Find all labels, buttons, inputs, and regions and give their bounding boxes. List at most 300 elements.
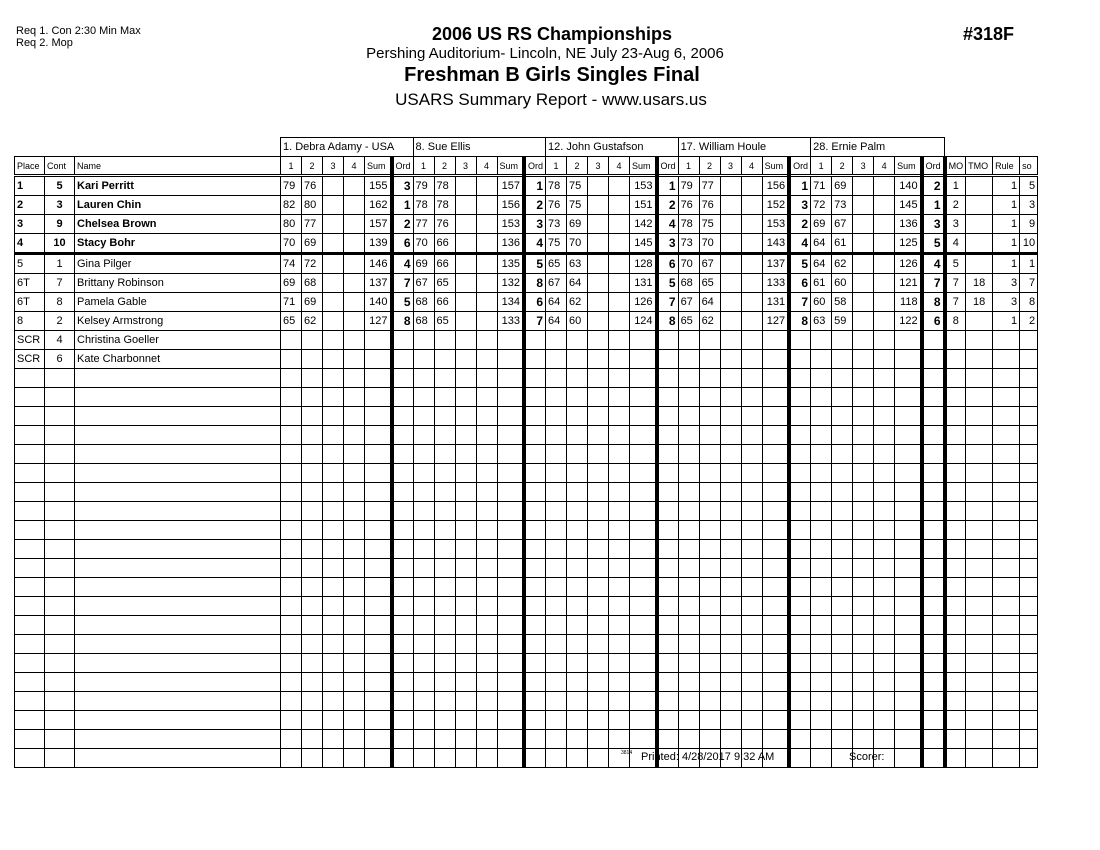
col-header-judge-1: 1: [281, 157, 302, 176]
empty-cell: [966, 616, 993, 635]
empty-cell: [678, 730, 699, 749]
empty-cell: [365, 407, 392, 426]
requirement-2: Req 2. Mop: [16, 37, 73, 49]
empty-cell: [45, 464, 75, 483]
table-row: [15, 176, 1038, 196]
empty-cell: [281, 540, 302, 559]
judge-score-cell: [476, 331, 497, 350]
empty-cell: [15, 578, 45, 597]
empty-cell: [546, 559, 567, 578]
empty-cell: [895, 502, 922, 521]
judge-score-cell: 65: [434, 274, 455, 293]
empty-cell: [281, 445, 302, 464]
empty-cell: [895, 692, 922, 711]
empty-cell: [281, 426, 302, 445]
empty-cell: [832, 445, 853, 464]
empty-cell: [811, 464, 832, 483]
empty-cell: [497, 635, 524, 654]
empty-cell: [811, 578, 832, 597]
empty-cell: [413, 521, 434, 540]
empty-cell: [678, 616, 699, 635]
judge-score-cell: [874, 176, 895, 196]
empty-cell: [413, 483, 434, 502]
judge-sum-cell: 157: [497, 176, 524, 196]
empty-cell: [497, 426, 524, 445]
empty-cell: [567, 559, 588, 578]
empty-cell: [546, 673, 567, 692]
empty-cell: [546, 711, 567, 730]
empty-cell: [657, 464, 679, 483]
judge-score-cell: [302, 331, 323, 350]
empty-row: [15, 711, 1038, 730]
empty-cell: [524, 654, 546, 673]
judge-sum-cell: 128: [630, 254, 657, 274]
empty-cell: [789, 445, 811, 464]
empty-cell: [455, 540, 476, 559]
rule-cell: 1: [993, 196, 1020, 215]
empty-cell: [630, 521, 657, 540]
empty-cell: [853, 692, 874, 711]
judge-score-cell: [567, 350, 588, 369]
empty-cell: [45, 616, 75, 635]
skater-name-cell: Kari Perritt: [75, 176, 281, 196]
empty-cell: [588, 407, 609, 426]
judge-score-cell: [344, 293, 365, 312]
judge-score-cell: [741, 196, 762, 215]
empty-cell: [762, 540, 789, 559]
judge-sum-cell: 127: [762, 312, 789, 331]
judge-score-cell: [455, 215, 476, 234]
empty-cell: [874, 464, 895, 483]
empty-cell: [413, 407, 434, 426]
judge-score-cell: [344, 350, 365, 369]
empty-cell: [567, 635, 588, 654]
judge-score-cell: [609, 274, 630, 293]
empty-cell: [945, 597, 966, 616]
empty-cell: [392, 483, 414, 502]
judge-score-cell: 64: [811, 254, 832, 274]
empty-row: [15, 369, 1038, 388]
judge-sum-cell: 133: [762, 274, 789, 293]
empty-row: [15, 388, 1038, 407]
empty-cell: [75, 464, 281, 483]
judge-score-cell: 65: [678, 312, 699, 331]
rule-cell: 1: [993, 234, 1020, 254]
empty-cell: [832, 616, 853, 635]
judge-score-cell: 62: [567, 293, 588, 312]
empty-cell: [853, 635, 874, 654]
judge-ordinal-cell: 1: [922, 196, 945, 215]
empty-cell: [323, 616, 344, 635]
empty-cell: [966, 445, 993, 464]
event-title: Freshman B Girls Singles Final: [404, 64, 700, 86]
empty-cell: [392, 464, 414, 483]
empty-cell: [75, 730, 281, 749]
empty-cell: [895, 521, 922, 540]
skater-name-cell: Lauren Chin: [75, 196, 281, 215]
empty-cell: [588, 578, 609, 597]
empty-cell: [75, 483, 281, 502]
empty-cell: [365, 369, 392, 388]
so-cell: 2: [1020, 312, 1038, 331]
judge-score-cell: 78: [413, 196, 434, 215]
empty-cell: [874, 711, 895, 730]
empty-cell: [588, 749, 609, 768]
empty-cell: [657, 673, 679, 692]
empty-cell: [323, 749, 344, 768]
judge-score-cell: [720, 312, 741, 331]
judge-score-cell: 78: [678, 215, 699, 234]
empty-cell: [413, 654, 434, 673]
empty-cell: [344, 521, 365, 540]
empty-cell: [434, 407, 455, 426]
judge-score-cell: [853, 312, 874, 331]
empty-cell: [657, 711, 679, 730]
empty-cell: [741, 464, 762, 483]
empty-cell: [922, 749, 945, 768]
empty-cell: [15, 483, 45, 502]
empty-cell: [832, 483, 853, 502]
empty-cell: [323, 559, 344, 578]
judge-score-cell: 68: [302, 274, 323, 293]
empty-cell: [720, 483, 741, 502]
empty-cell: [811, 426, 832, 445]
empty-cell: [497, 521, 524, 540]
tmo-cell: [966, 312, 993, 331]
judge-score-cell: 77: [699, 176, 720, 196]
judge-sum-cell: 126: [895, 254, 922, 274]
empty-cell: [365, 654, 392, 673]
judge-score-cell: 70: [699, 234, 720, 254]
tmo-cell: [966, 331, 993, 350]
mo-cell: 4: [945, 234, 966, 254]
judge-score-cell: 76: [302, 176, 323, 196]
empty-cell: [945, 502, 966, 521]
empty-cell: [588, 483, 609, 502]
empty-cell: [75, 749, 281, 768]
empty-cell: [75, 616, 281, 635]
empty-cell: [657, 635, 679, 654]
empty-cell: [630, 711, 657, 730]
judge-score-cell: [609, 234, 630, 254]
empty-cell: [741, 559, 762, 578]
empty-cell: [476, 388, 497, 407]
judge-ordinal-cell: 2: [524, 196, 546, 215]
empty-cell: [966, 540, 993, 559]
empty-cell: [741, 578, 762, 597]
judge-ordinal-cell: 2: [392, 215, 414, 234]
judge-score-cell: [853, 176, 874, 196]
judge-score-cell: 65: [699, 274, 720, 293]
empty-cell: [1020, 540, 1038, 559]
empty-cell: [720, 730, 741, 749]
empty-cell: [895, 616, 922, 635]
judge-ordinal-cell: 5: [922, 234, 945, 254]
empty-cell: [720, 521, 741, 540]
judge-sum-cell: [497, 331, 524, 350]
empty-cell: [281, 464, 302, 483]
judge-score-cell: [455, 196, 476, 215]
empty-cell: [344, 464, 365, 483]
place-cell: 6T: [15, 274, 45, 293]
empty-cell: [945, 483, 966, 502]
judge-score-cell: 75: [546, 234, 567, 254]
empty-cell: [762, 597, 789, 616]
empty-cell: [789, 654, 811, 673]
empty-cell: [365, 464, 392, 483]
empty-cell: [741, 616, 762, 635]
judge-score-cell: [874, 254, 895, 274]
empty-cell: [945, 445, 966, 464]
mo-cell: [945, 331, 966, 350]
skater-name-cell: Pamela Gable: [75, 293, 281, 312]
empty-cell: [434, 540, 455, 559]
empty-cell: [455, 483, 476, 502]
empty-cell: [344, 369, 365, 388]
empty-cell: [874, 407, 895, 426]
so-cell: 9: [1020, 215, 1038, 234]
empty-cell: [45, 711, 75, 730]
empty-cell: [455, 407, 476, 426]
judge-score-cell: [741, 215, 762, 234]
col-header-tmo: TMO: [966, 157, 993, 176]
judge-score-cell: 76: [434, 215, 455, 234]
empty-cell: [699, 730, 720, 749]
judge-score-cell: [609, 312, 630, 331]
judge-score-cell: [699, 350, 720, 369]
judge-score-cell: 61: [811, 274, 832, 293]
empty-cell: [678, 407, 699, 426]
empty-cell: [455, 502, 476, 521]
col-header-judge-3: 3: [323, 157, 344, 176]
empty-cell: [678, 692, 699, 711]
judge-score-cell: [832, 331, 853, 350]
empty-cell: [567, 426, 588, 445]
empty-cell: [741, 407, 762, 426]
empty-cell: [678, 426, 699, 445]
empty-cell: [365, 730, 392, 749]
empty-cell: [434, 730, 455, 749]
empty-cell: [455, 464, 476, 483]
judge-score-cell: [741, 312, 762, 331]
judge-score-cell: [546, 350, 567, 369]
empty-cell: [699, 426, 720, 445]
empty-cell: [1020, 654, 1038, 673]
judge-sum-cell: [762, 331, 789, 350]
empty-cell: [392, 521, 414, 540]
judge-score-cell: [874, 274, 895, 293]
empty-cell: [657, 578, 679, 597]
empty-cell: [75, 502, 281, 521]
judge-score-cell: [588, 293, 609, 312]
col-header-mo: MO: [945, 157, 966, 176]
printed-timestamp: Printed: 4/28/2017 9:32 AM: [641, 751, 775, 763]
empty-cell: [302, 502, 323, 521]
judge-ordinal-cell: [392, 331, 414, 350]
empty-cell: [699, 445, 720, 464]
judge-score-cell: 76: [678, 196, 699, 215]
judge-score-cell: [853, 196, 874, 215]
empty-row: [15, 540, 1038, 559]
col-header-judge-sum: Sum: [630, 157, 657, 176]
judge-score-cell: [741, 234, 762, 254]
empty-cell: [699, 616, 720, 635]
empty-cell: [323, 673, 344, 692]
judge-ordinal-cell: 4: [392, 254, 414, 274]
empty-row: [15, 521, 1038, 540]
empty-cell: [678, 369, 699, 388]
empty-cell: [567, 483, 588, 502]
judge-score-cell: [874, 234, 895, 254]
empty-cell: [281, 559, 302, 578]
empty-cell: [281, 388, 302, 407]
empty-cell: [720, 540, 741, 559]
judge-name: 8. Sue Ellis: [413, 138, 546, 157]
empty-cell: [922, 483, 945, 502]
judge-sum-cell: 126: [630, 293, 657, 312]
judge-ordinal-cell: [789, 350, 811, 369]
empty-cell: [853, 730, 874, 749]
empty-cell: [524, 692, 546, 711]
empty-row: [15, 445, 1038, 464]
empty-cell: [476, 407, 497, 426]
empty-cell: [75, 635, 281, 654]
judge-sum-cell: 125: [895, 234, 922, 254]
empty-cell: [1020, 559, 1038, 578]
empty-cell: [895, 445, 922, 464]
empty-cell: [789, 692, 811, 711]
judge-score-cell: 69: [302, 234, 323, 254]
empty-cell: [45, 635, 75, 654]
empty-cell: [302, 730, 323, 749]
judge-score-cell: 72: [811, 196, 832, 215]
col-header-judge-1: 1: [413, 157, 434, 176]
empty-cell: [789, 540, 811, 559]
mo-cell: 2: [945, 196, 966, 215]
empty-cell: [832, 673, 853, 692]
venue-line: Pershing Auditorium- Lincoln, NE July 23-Aug 6, 2006: [366, 45, 724, 62]
empty-cell: [609, 616, 630, 635]
judge-score-cell: 63: [567, 254, 588, 274]
empty-cell: [567, 730, 588, 749]
col-header-judge-ord: Ord: [922, 157, 945, 176]
empty-cell: [720, 673, 741, 692]
empty-cell: [811, 483, 832, 502]
judge-ordinal-cell: 7: [657, 293, 679, 312]
empty-cell: [75, 407, 281, 426]
judge-name: 1. Debra Adamy - USA: [281, 138, 414, 157]
empty-cell: [720, 369, 741, 388]
empty-cell: [497, 578, 524, 597]
judge-score-cell: [344, 331, 365, 350]
empty-cell: [720, 711, 741, 730]
empty-cell: [434, 426, 455, 445]
empty-cell: [323, 730, 344, 749]
empty-cell: [497, 369, 524, 388]
judge-score-cell: [476, 274, 497, 293]
empty-cell: [853, 673, 874, 692]
empty-cell: [762, 578, 789, 597]
judge-score-cell: [741, 176, 762, 196]
empty-cell: [874, 578, 895, 597]
empty-cell: [281, 654, 302, 673]
empty-cell: [567, 445, 588, 464]
judge-score-cell: 68: [413, 312, 434, 331]
judge-score-cell: [323, 196, 344, 215]
empty-cell: [323, 407, 344, 426]
empty-cell: [762, 483, 789, 502]
judge-score-cell: [281, 350, 302, 369]
contestant-number-cell: 9: [45, 215, 75, 234]
empty-cell: [678, 521, 699, 540]
empty-cell: [497, 407, 524, 426]
empty-cell: [546, 597, 567, 616]
judge-ordinal-cell: 5: [657, 274, 679, 293]
empty-cell: [630, 730, 657, 749]
judge-score-cell: [741, 254, 762, 274]
empty-cell: [895, 483, 922, 502]
empty-cell: [524, 597, 546, 616]
empty-cell: [762, 369, 789, 388]
empty-cell: [302, 597, 323, 616]
empty-cell: [455, 426, 476, 445]
empty-cell: [789, 369, 811, 388]
place-cell: SCR: [15, 331, 45, 350]
judge-score-cell: 65: [546, 254, 567, 274]
empty-cell: [874, 559, 895, 578]
judge-score-cell: [811, 350, 832, 369]
empty-cell: [392, 635, 414, 654]
empty-cell: [699, 369, 720, 388]
so-cell: [1020, 331, 1038, 350]
place-cell: SCR: [15, 350, 45, 369]
judge-score-cell: 69: [832, 176, 853, 196]
judge-score-cell: 67: [413, 274, 434, 293]
empty-cell: [832, 521, 853, 540]
empty-cell: [281, 369, 302, 388]
judge-score-cell: 66: [434, 234, 455, 254]
empty-cell: [434, 502, 455, 521]
empty-cell: [15, 369, 45, 388]
empty-cell: [789, 521, 811, 540]
empty-cell: [392, 445, 414, 464]
empty-cell: [413, 711, 434, 730]
empty-cell: [789, 635, 811, 654]
empty-cell: [546, 521, 567, 540]
empty-cell: [392, 616, 414, 635]
judge-ordinal-cell: 3: [392, 176, 414, 196]
empty-cell: [609, 635, 630, 654]
empty-cell: [281, 730, 302, 749]
empty-cell: [567, 578, 588, 597]
empty-cell: [993, 426, 1020, 445]
empty-cell: [789, 407, 811, 426]
empty-cell: [993, 407, 1020, 426]
judge-score-cell: 69: [302, 293, 323, 312]
judge-score-cell: [874, 350, 895, 369]
empty-cell: [811, 654, 832, 673]
spacer: [15, 138, 281, 157]
empty-cell: [344, 692, 365, 711]
empty-cell: [678, 654, 699, 673]
empty-cell: [344, 483, 365, 502]
judge-score-cell: 76: [546, 196, 567, 215]
judge-score-cell: [455, 254, 476, 274]
empty-cell: [497, 388, 524, 407]
empty-cell: [365, 540, 392, 559]
empty-cell: [609, 407, 630, 426]
empty-cell: [609, 540, 630, 559]
